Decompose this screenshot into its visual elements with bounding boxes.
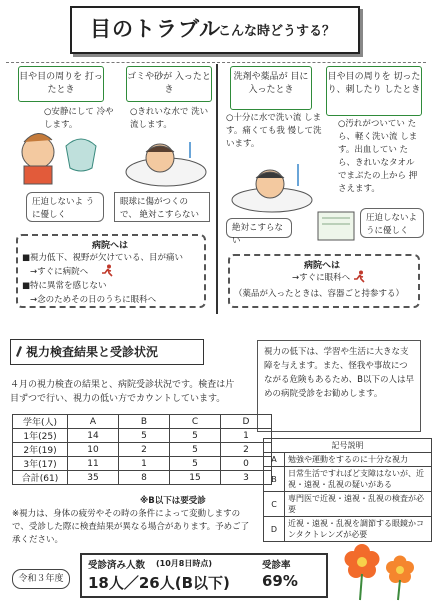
table-cell: 11 (68, 457, 119, 471)
vision-results-table (12, 414, 272, 485)
legend-row (264, 517, 432, 542)
table-cell: 15 (170, 471, 221, 485)
page-subtitle: こんな時どうする？ (218, 24, 336, 39)
table-cell: 5 (170, 429, 221, 443)
table-cell: 14 (68, 429, 119, 443)
section-divider (6, 62, 426, 63)
situation-label-3: 洗剤や薬品が 目に入ったとき (230, 66, 312, 110)
legend-row (264, 467, 432, 492)
illustration-washing-eye (120, 136, 212, 188)
hospital-right-line-2: （薬品が入ったときは、容器ごと持参する） (234, 289, 405, 299)
legend-table (263, 438, 432, 542)
legend-desc: 日常生活ですればど支障はないが、近視・遠視・乱視の疑いがある (285, 467, 432, 492)
table-cell: 0 (221, 457, 272, 471)
rate-label: 受診率 (262, 560, 291, 571)
year-badge: 令和３年度 (12, 569, 70, 589)
column-divider (216, 64, 218, 314)
situation-bubble-4: 圧迫しないよ うに優しく (360, 208, 424, 238)
table-row (13, 429, 272, 443)
table-row (13, 443, 272, 457)
situation-label-1: 目や目の周りを 打ったとき (18, 66, 104, 102)
table-header-cell: B (119, 415, 170, 429)
hospital-title-right: 病院へは (304, 261, 341, 271)
running-person-icon-2 (352, 270, 366, 284)
advice-note: 視力の低下は、学習や生活に大きな支障を与えます。また、怪我や事故につながる危険もあるため、B以下の人は早めの病院受診をお勧めします。 (257, 340, 421, 432)
hospital-left-line-1: ■視力低下、視野が欠けている、目が痛い (22, 253, 184, 263)
section-title: 視力検査結果と受診状況 (26, 345, 159, 359)
situation-note-4: ○汚れがついてい たら、軽く洗い流 します。出血してい たら、きれいなタオル でまぶたの上から 押さえます。 (338, 119, 418, 194)
legend-title-row (264, 439, 432, 453)
section-intro: ４月の視力検査の結果と、病院受診状況です。検査は片目ずつで行い、視力の低い方でカウントしています。 (10, 380, 235, 404)
hospital-left-line-4: →念のためその日のうちに眼科へ (30, 295, 157, 305)
b-note: ※B以下は要受診 (140, 496, 206, 506)
hospital-right-line-1: →すぐに眼科へ (292, 273, 351, 283)
table-cell: 2年(19) (13, 443, 68, 457)
table-cell: 2 (221, 443, 272, 457)
situation-bubble-1: 圧迫しないよ うに優しく (26, 192, 104, 222)
situation-note-1: ○安静にして 冷やします。 (44, 107, 114, 130)
illustration-ice-bag (56, 128, 106, 178)
table-cell: 5 (170, 443, 221, 457)
result-date: (10月8日時点) (156, 559, 213, 568)
table-cell: 1年(25) (13, 429, 68, 443)
hospital-title-left: 病院へは (92, 241, 129, 251)
table-header-cell: 学年(人) (13, 415, 68, 429)
situation-bubble-2: 眼球に傷がつくので、 絶対こすらない (114, 192, 210, 222)
situation-label-2: ゴミや砂が 入ったとき (126, 66, 212, 102)
page-title: 目のトラブル (90, 17, 222, 41)
legend-desc: 勉強や運動をするのに十分な視力 (285, 453, 432, 467)
situation-note-3: ○十分に水で洗い流 します。痛くても我 慢して洗います。 (226, 113, 322, 149)
legend-grade: C (264, 492, 285, 517)
legend-grade: D (264, 517, 285, 542)
table-cell: 2 (119, 443, 170, 457)
table-cell: 1 (221, 429, 272, 443)
table-cell: 8 (119, 471, 170, 485)
result-value: 18人／26人(B以下) (88, 574, 230, 592)
flower-decoration (338, 540, 424, 602)
table-header-cell: D (221, 415, 272, 429)
table-cell: 3年(17) (13, 457, 68, 471)
situation-bubble-3: 絶対こすらない (226, 218, 292, 238)
legend-row (264, 492, 432, 517)
illustration-chemical-wash (226, 156, 318, 216)
table-cell: 10 (68, 443, 119, 457)
table-cell: 1 (119, 457, 170, 471)
legend-desc: 専門医で近視・遠視・乱視の検査が必要 (285, 492, 432, 517)
table-cell: 合計(61) (13, 471, 68, 485)
table-cell: 5 (119, 429, 170, 443)
hospital-left-line-2: →すぐに病院へ (30, 267, 89, 277)
table-cell: 5 (170, 457, 221, 471)
legend-title: 記号説明 (264, 439, 432, 453)
legend-grade: B (264, 467, 285, 492)
pencil-icon (14, 344, 24, 358)
situation-label-4: 目や目の周りを 切ったり、刺したり したとき (326, 66, 422, 116)
table-cell: 35 (68, 471, 119, 485)
legend-grade: A (264, 453, 285, 467)
table-header-row (13, 415, 272, 429)
foot-note: ※視力は、身体の疲労やその時の条件によって変動しますので、受診した際に検査結果が異なる場合があります。予めご了承ください。 (12, 509, 250, 545)
situation-note-2: ○きれいな水で 洗い流します。 (130, 107, 209, 130)
running-person-icon (100, 264, 114, 278)
table-header-cell: C (170, 415, 221, 429)
table-header-cell: A (68, 415, 119, 429)
legend-row (264, 453, 432, 467)
rate-value: 69% (262, 572, 298, 590)
hospital-left-line-3: ■特に異常を感じない (22, 281, 107, 291)
result-label: 受診済み人数 (88, 560, 146, 571)
table-row-total (13, 471, 272, 485)
table-row (13, 457, 272, 471)
illustration-towel (312, 206, 362, 246)
legend-desc: 近視・遠視・乱視を調節する眼鏡かコンタクトレンズが必要 (285, 517, 432, 542)
table-cell: 3 (221, 471, 272, 485)
